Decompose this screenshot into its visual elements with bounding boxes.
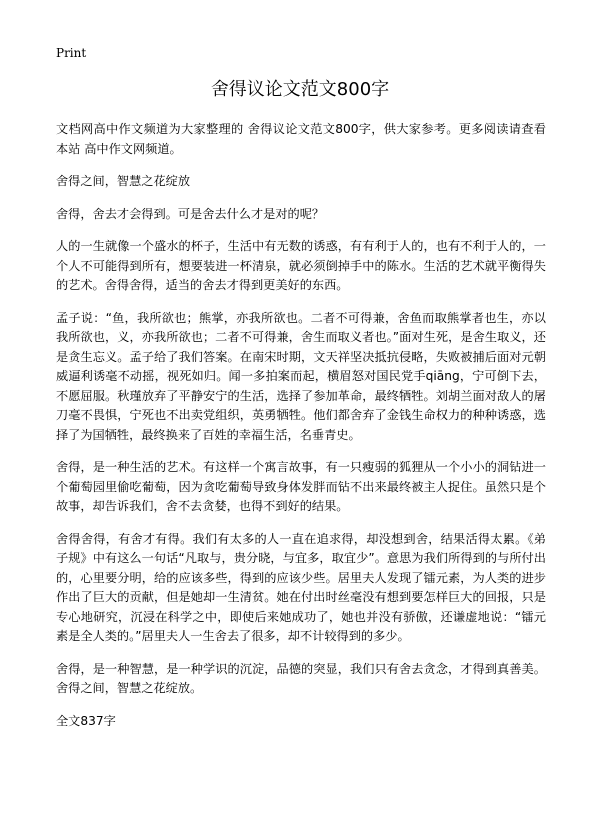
print-link[interactable]: Print [56, 46, 87, 60]
word-count: 全文837字 [56, 713, 116, 728]
conclusion-paragraph: 舍得，是一种智慧，是一种学识的沉淀，品德的突显，我们只有舍去贪念，才得到真善美。舍得之间，智慧之花绽放。 [56, 661, 546, 695]
essay-subtitle: 舍得之间，智慧之花绽放 [56, 174, 191, 188]
body-paragraph: 舍得，舍去才会得到。可是舍去什么才是对的呢？ [56, 206, 325, 221]
intro-paragraph: 文档网高中作文频道为大家整理的 舍得议论文范文800字，供大家参考。更多阅读请查看本站 高中作文网频道。 [56, 122, 546, 156]
body-paragraph: 舍得舍得，有舍才有得。我们有太多的人一直在追求得，却没想到舍，结果活得太累。《弟子规》中有这么一句话“凡取与，贵分晓，与宜多，取宜少”。意思为我们所得到的与所付出的，心里要分明，给的应该多些，得到的应该少些。居里夫人发现了镭元素，为人类的进步作出了巨大的贡献，但是她却一生清贫。她在付出时丝毫没有想到要怎样巨大的回报，只是专心地研究，沉浸在科学之中，即使后来她成功了，她也并没有骄傲，还谦虚地说：“镭元素是全人类的。”居里夫人一生舍去了很多，却不计较得到的多少。 [56, 531, 546, 643]
body-paragraph: 舍得，是一种生活的艺术。有这样一个寓言故事，有一只瘦弱的狐狸从一个小小的洞钻进一个葡萄园里偷吃葡萄，因为贪吃葡萄导致身体发胖而钻不出来最终被主人捉住。虽然只是个故事，却告诉我们，舍不去贪婪，也得不到好的结果。 [56, 460, 546, 513]
body-paragraph: 孟子说：“鱼，我所欲也；熊掌，亦我所欲也。二者不可得兼，舍鱼而取熊掌者也生，亦以我所欲也，义，亦我所欲也；二者不可得兼，舍生而取义者也。”面对生死，是舍生取义，还是贪生忘义。孟子给了我们答案。在南宋时期，文天祥坚决抵抗侵略，失败被捕后面对元朝威逼利诱毫不动摇，视死如归。闻一多拍案而起，横眉怒对国民党手qiāng，宁可倒下去，不愿屈服。秋瑾放弃了平静安宁的生活，选择了参加革命，最终牺牲。刘胡兰面对敌人的屠刀毫不畏惧，宁死也不出卖党组织，英勇牺牲。他们都舍弃了金钱生命权力的种种诱惑，选择了为国牺牲，最终换来了百姓的幸福生活，名垂青史。 [56, 310, 546, 442]
body-paragraph: 人的一生就像一个盛水的杯子，生活中有无数的诱惑，有有利于人的，也有不利于人的，一个人不可能得到所有，想要装进一杯清泉，就必须倒掉手中的陈水。生活的艺术就平衡得失的艺术。舍得舍得，适当的舍去才得到更美好的东西。 [56, 239, 546, 292]
article-body [56, 120, 546, 744]
page-title: 舍得议论文范文800字 [210, 79, 390, 100]
